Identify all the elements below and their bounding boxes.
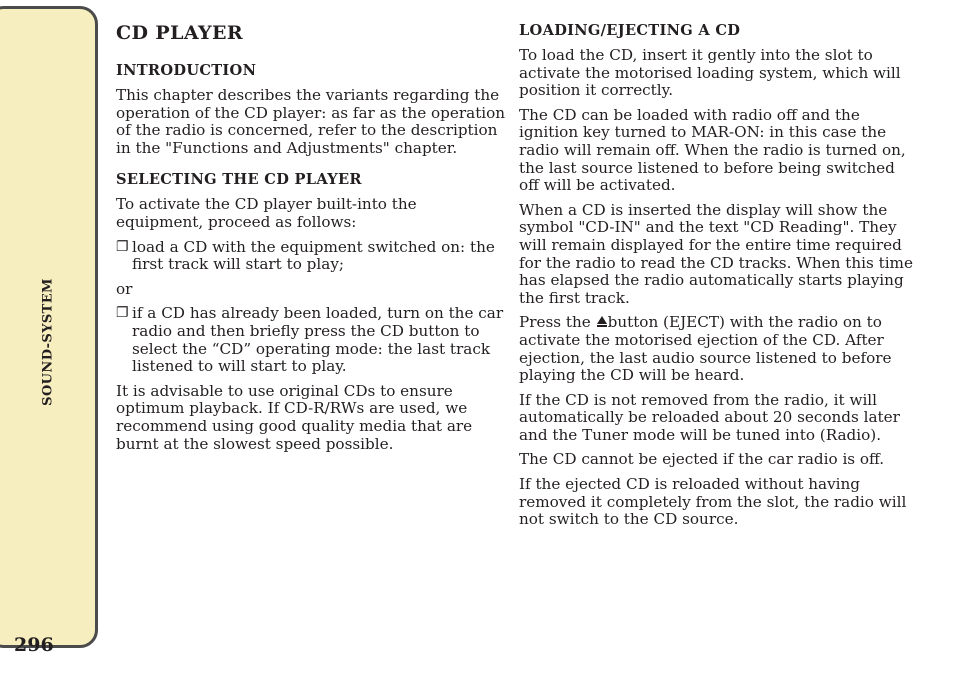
checkbox-bullet-icon: ❐ [116,305,129,322]
eject-text-before: Press the [519,313,591,332]
or-text: or [116,279,133,298]
introduction-heading: INTRODUCTION [116,62,257,79]
list-item-text: load a CD with the equipment switched on: the first track will start to play; [132,237,495,274]
list-item-text: if a CD has already been loaded, turn on the car radio and then briefly press the CD button to select the “CD” operating mode: the last track listened to will start to play. [132,304,504,376]
loading-ejecting-heading: LOADING/EJECTING A CD [519,22,741,39]
eject-paragraph [519,314,919,384]
list-item [116,305,508,375]
right-column [519,22,919,536]
advice-paragraph: It is advisable to use original CDs to ensure optimum playback. If CD-R/RWs are used, we recommend using good quality media that are burnt at the slowest speed possible. [116,381,473,453]
page-title: CD PLAYER [116,22,244,44]
radio-off-paragraph: The CD can be loaded with radio off and the ignition key turned to MAR-ON: in this case the radio will remain off. When the radio is turned on, the last source listened to before being switched off will be activated. [519,105,906,195]
checkbox-bullet-icon: ❐ [116,238,129,255]
selecting-cd-heading: SELECTING THE CD PLAYER [116,171,362,189]
introduction-paragraph: This chapter describes the variants regarding the operation of the CD player: as far as the operation of the radio is concerned, refer to the description in the "Functions and Adjustments" chapter. [116,86,506,157]
reload-paragraph: If the CD is not removed from the radio, it will automatically be reloaded about 20 seconds later and the Tuner mode will be tuned into (Radio). [519,390,900,444]
left-column [116,22,508,460]
eject-text-after: button (EJECT) with the radio on to activate the motorised ejection of the CD. After ejection, the last audio source listened to before playing the CD will be heard. [519,313,892,385]
reloaded-paragraph: If the ejected CD is reloaded without having removed it completely from the slot, the radio will not switch to the CD source. [519,475,907,529]
loading-paragraph: To load the CD, insert it gently into the slot to activate the motorised loading system, which will position it correctly. [519,46,901,100]
cd-in-paragraph: When a CD is inserted the display will show the symbol "CD-IN" and the text "CD Reading". They will remain displayed for the entire time required for the radio to read the CD tracks. When this time has elapsed the radio automatically starts playing the first track. [519,200,913,307]
selecting-cd-paragraph: To activate the CD player built-into the equipment, proceed as follows: [116,195,417,231]
eject-icon [597,316,607,324]
page-number: 296 [14,634,54,656]
chapter-label: SOUND-SYSTEM [40,278,56,406]
list-item [116,239,508,274]
radio-off-eject-paragraph: The CD cannot be ejected if the car radio is off. [519,450,885,469]
